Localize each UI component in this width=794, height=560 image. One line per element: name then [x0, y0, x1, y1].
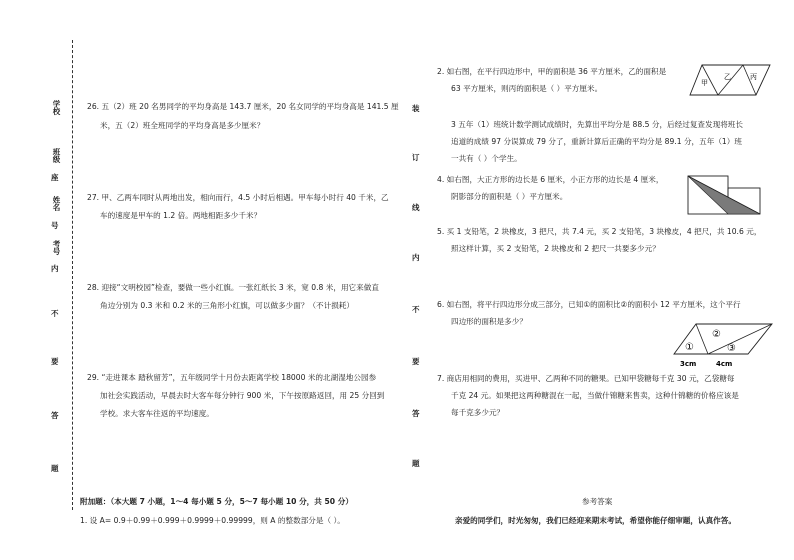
binding-label-name: 姓名	[52, 196, 61, 211]
binding-label-number: 考号	[52, 240, 61, 255]
dim-3cm: 3cm	[680, 360, 697, 368]
r6-line2: 四边形的面积是多少？	[451, 317, 527, 326]
r3-line3: 一共有（ ）个学生。	[451, 154, 522, 163]
binding-label-question: 题	[51, 464, 59, 473]
middle-label-2: 订	[412, 153, 420, 162]
r7-line1: 7. 商店用相同的费用，买进甲、乙两种不同的糖果。已知甲袋糖每千克 30 元，乙袋糖每	[437, 374, 735, 383]
middle-label-4: 内	[412, 253, 420, 262]
label-jia: 甲	[701, 79, 708, 87]
binding-label-answer: 答	[51, 411, 59, 420]
extra-question-1: 1. 设 A= 0.9＋0.99＋0.999＋0.9999＋0.99999，则 A 的整数部分是（ ）。	[80, 516, 345, 525]
binding-label-inner: 内	[51, 264, 59, 273]
answer-key-title: 参考答案	[582, 497, 613, 506]
r7-line2: 千克 24 元。如果把这两种糖混在一起，当做什锦糖来售卖，这种什锦糖的价格应该是	[451, 391, 739, 400]
two-squares-figure	[686, 174, 764, 216]
middle-label-5: 不	[412, 305, 420, 314]
r6-line1: 6. 如右图，将平行四边形分成三部分，已知①的面积比②的面积小 12 平方厘米，这个平行	[437, 300, 741, 309]
dim-4cm: 4cm	[716, 360, 733, 368]
r7-line3: 每千克多少元？	[451, 408, 505, 417]
label-part-2: ②	[712, 329, 721, 340]
label-bing: 丙	[750, 73, 757, 81]
q27-line1: 27. 甲、乙两车同时从两地出发，相向而行，4.5 小时后相遇。甲车每小时行 40 千米，乙	[87, 193, 389, 202]
middle-label-3: 线	[412, 203, 420, 212]
binding-label-school: 学校	[52, 100, 61, 115]
middle-label-8: 题	[412, 459, 420, 468]
q28-line2: 角边分别为 0.3 米和 0.2 米的三角形小红旗，可以做多少面？（不计损耗）	[100, 301, 355, 310]
middle-label-6: 要	[412, 357, 420, 366]
middle-label-1: 装	[412, 104, 420, 113]
binding-label-not: 不	[51, 309, 59, 318]
q29-line2: 加社会实践活动，早晨去时大客车每分钟行 900 米，下午按原路返回，用 25 分回到	[100, 391, 385, 400]
binding-line-left	[72, 40, 73, 510]
binding-label-seat2: 号	[51, 221, 59, 230]
r4-line2: 阴影部分的面积是（ ）平方厘米。	[451, 192, 568, 201]
r3-line2: 追道的成绩 97 分误算成 79 分了，重新计算后正确的平均分是 89.1 分，五年（1）班	[451, 137, 742, 146]
binding-label-class: 班级	[52, 148, 61, 163]
q26-line2: 米，五（2）班全班同学的平均身高是多少厘米？	[100, 121, 265, 130]
parallelogram-three-parts-figure	[672, 322, 776, 370]
label-part-3: ③	[727, 343, 736, 354]
parallelogram-figure-jia-yi-bing	[688, 63, 772, 97]
q27-line2: 车的速度是甲车的 1.2 倍。两地相距多少千米？	[100, 211, 262, 220]
middle-label-7: 答	[412, 409, 420, 418]
label-part-1: ①	[685, 342, 694, 353]
extra-section-title: 附加题：（本大题 7 小题，1～4 每小题 5 分，5～7 每小题 10 分，共 50 分）	[80, 497, 353, 506]
q28-line1: 28. 迎接“文明校园”检查，要做一些小红旗。一张红纸长 3 米，宽 0.8 米，用它来做直	[87, 283, 379, 292]
footer-greeting: 亲爱的同学们，时光匆匆，我们已经迎来期末考试，希望你能仔细审题，认真作答。	[455, 516, 736, 525]
q29-line1: 29. “走进课本 踏秋留芳”，五年级同学十月份去距离学校 18000 米的北湖湿地公园参	[87, 373, 377, 382]
q29-line3: 学校。求大客车往返的平均速度。	[100, 409, 214, 418]
q26-line1: 26. 五（2）班 20 名男同学的平均身高是 143.7 厘米，20 名女同学的平均身高是 141.5 厘	[87, 102, 399, 111]
part-divider-1	[696, 324, 708, 354]
r2-line1: 2. 如右图，在平行四边形中，甲的面积是 36 平方厘米，乙的面积是	[437, 67, 667, 76]
binding-label-seat: 座	[51, 173, 59, 182]
r5-line2: 照这样计算，买 2 支铅笔，2 块橡皮和 2 把尺一共要多少元？	[451, 244, 660, 253]
r4-line1: 4. 如右图，大正方形的边长是 6 厘米，小正方形的边长是 4 厘米，	[437, 175, 664, 184]
r3-line1: 3 五年（1）班统计数学测试成绩时，先算出平均分是 88.5 分，后经过复查发现将班长	[451, 120, 743, 129]
r5-line1: 5. 买 1 支铅笔，2 块橡皮，3 把尺，共 7.4 元，买 2 支铅笔，3 块橡皮，4 把尺，共 10.6 元，	[437, 227, 762, 236]
binding-label-need: 要	[51, 357, 59, 366]
label-yi: 乙	[724, 73, 731, 81]
r2-line2: 63 平方厘米，则丙的面积是（ ）平方厘米。	[451, 84, 603, 93]
